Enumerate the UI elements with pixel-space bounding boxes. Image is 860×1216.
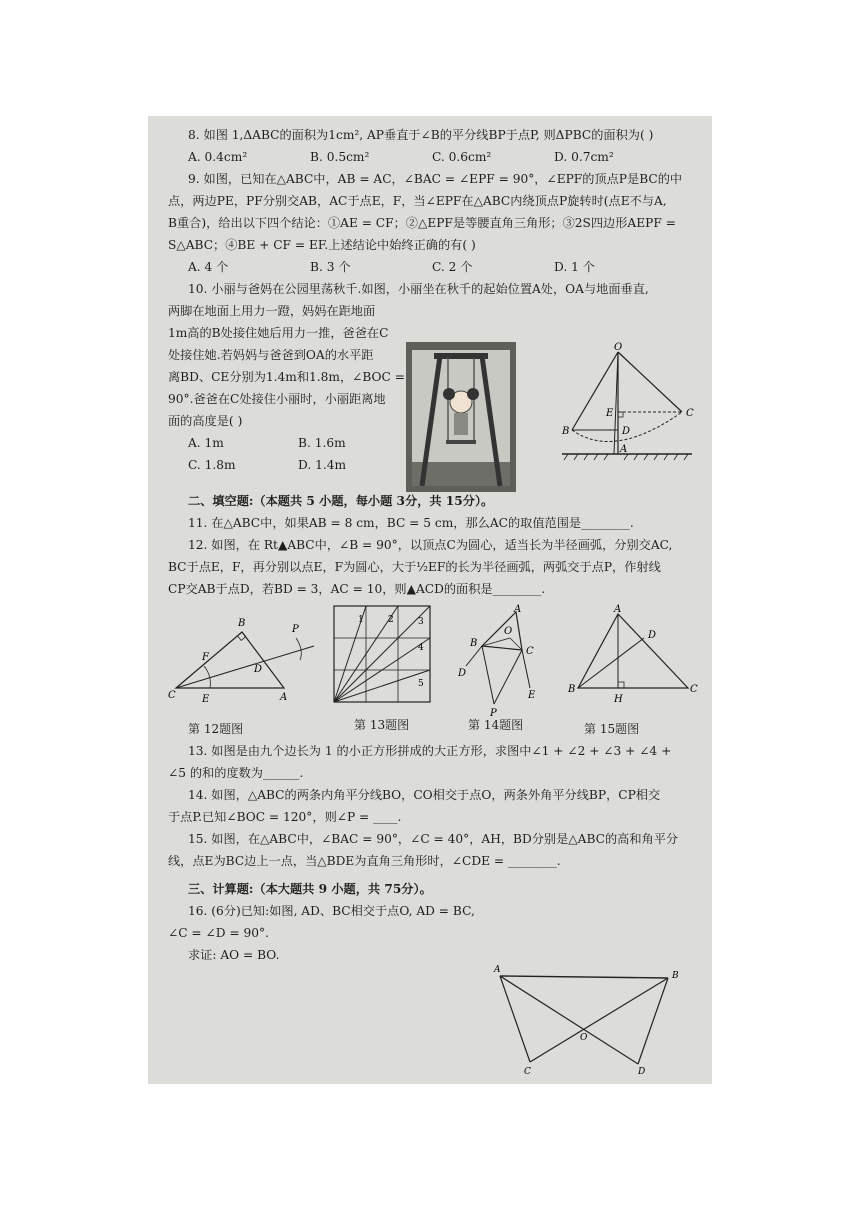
q10-line-3: 1m高的B处接住她后用力一推，爸爸在C: [168, 326, 389, 340]
q10-option-a: A. 1m: [188, 436, 224, 450]
f16-label-d: D: [638, 1067, 646, 1076]
f12-label-d: D: [254, 664, 263, 675]
q10-line-1: 10. 小丽与爸妈在公园里荡秋千.如图，小丽坐在秋千的起始位置A处，OA与地面垂直,: [188, 282, 649, 296]
q16-line-1: 16. (6分)已知:如图, AD、BC相交于点O, AD = BC,: [188, 904, 475, 918]
f12-label-p: P: [292, 624, 299, 635]
fig-12: [168, 610, 328, 710]
q13-line-2: ∠5 的和的度数为______.: [168, 766, 304, 780]
figures-row: [168, 600, 698, 740]
f15-label-b: B: [568, 684, 576, 695]
f14-label-p: P: [490, 708, 497, 718]
q10-option-c: C. 1.8m: [188, 458, 236, 472]
fig-13: [330, 602, 438, 712]
q14-line-2: 于点P.已知∠BOC = 120°，则∠P = ____.: [168, 810, 402, 824]
f14-label-b: B: [470, 638, 478, 649]
fig-15: [568, 604, 698, 704]
q12-line-3: CP交AB于点D，若BD = 3，AC = 10，则▲ACD的面积是________.: [168, 582, 546, 596]
q12-line-1: 12. 如图，在 Rt▲ABC中，∠B = 90°，以顶点C为圆心，适当长为半径画弧，分别交AC,: [188, 538, 673, 552]
q9-line-2: 点，两边PE，PF分别交AB，AC于点E，F，当∠EPF在△ABC内绕顶点P旋转时(点E不与A,: [168, 194, 667, 208]
q9-line-3: B重合)，给出以下四个结论：①AE = CF；②△EPF是等腰直角三角形；③2S四边形AEPF =: [168, 216, 676, 230]
q15-line-2: 线，点E为BC边上一点，当△BDE为直角三角形时，∠CDE = ________.: [168, 854, 561, 868]
swing-photo-scene: [412, 350, 510, 486]
fig-16: [486, 964, 686, 1076]
f14-label-a: A: [514, 604, 522, 615]
swing-photo: [406, 342, 516, 492]
f10-label-c: C: [686, 408, 694, 419]
f10-label-d: D: [622, 426, 631, 437]
fig-14: [458, 604, 558, 718]
f16-label-c: C: [524, 1067, 531, 1076]
q8-text: 8. 如图 1,ΔABC的面积为1cm², AP垂直于∠B的平分线BP于点P, 则ΔPBC的面积为( ): [188, 128, 654, 142]
q15-line-1: 15. 如图，在△ABC中，∠BAC = 90°，∠C = 40°，AH，BD分别是△ABC的高和角平分: [188, 832, 679, 846]
f16-label-o: O: [580, 1033, 588, 1043]
f14-label-o: O: [504, 626, 513, 637]
f12-label-a: A: [280, 692, 288, 703]
f12-label-f: F: [202, 652, 209, 663]
q8-option-b: B. 0.5cm²: [310, 150, 370, 164]
q8-option-d: D. 0.7cm²: [554, 150, 614, 164]
q16-line-3: 求证: AO = BO.: [188, 948, 280, 962]
f13-angle-4: 4: [418, 643, 424, 653]
q9-option-b: B. 3 个: [310, 260, 351, 274]
f15-label-d: D: [648, 630, 657, 641]
f14-label-d: D: [458, 668, 467, 679]
f14-label-e: E: [528, 690, 536, 701]
q8-option-a: A. 0.4cm²: [188, 150, 248, 164]
q9-line-1: 9. 如图，已知在△ABC中，AB = AC，∠BAC = ∠EPF = 90°，∠EPF的顶点P是BC的中: [188, 172, 683, 186]
q11-text: 11. 在△ABC中，如果AB = 8 cm，BC = 5 cm，那么AC的取值范围是________.: [188, 516, 634, 530]
caption-fig-13: 第 13题图: [354, 718, 410, 732]
caption-fig-14: 第 14题图: [468, 718, 524, 732]
f13-angle-5: 5: [418, 679, 424, 689]
f10-label-e: E: [606, 408, 614, 419]
q10-line-6: 90°.爸爸在C处接住小丽时，小丽距离地: [168, 392, 386, 406]
q10-line-2: 两脚在地面上用力一蹬，妈妈在距地面: [168, 304, 376, 318]
q10-option-b: B. 1.6m: [298, 436, 346, 450]
q9-options: [168, 256, 698, 278]
q16-line-2: ∠C = ∠D = 90°.: [168, 926, 269, 940]
q8-option-c: C. 0.6cm²: [432, 150, 492, 164]
q13-line-1: 13. 如图是由九个边长为 1 的小正方形拼成的大正方形，求图中∠1 + ∠2 + ∠3 + ∠4 +: [188, 744, 672, 758]
f12-label-c: C: [168, 690, 176, 701]
q8-options: [168, 146, 698, 168]
f12-label-b: B: [238, 618, 246, 629]
q10-option-d: D. 1.4m: [298, 458, 347, 472]
q12-line-2: BC于点E，F，再分别以点E，F为圆心，大于½EF的长为半径画弧，两弧交于点P，作射线: [168, 560, 661, 574]
f15-label-h: H: [614, 694, 623, 704]
f13-angle-1: 1: [358, 615, 364, 625]
q14-line-1: 14. 如图，△ABC的两条内角平分线BO，CO相交于点O，两条外角平分线BP，CP相交: [188, 788, 661, 802]
q10-options-row2: [168, 454, 408, 476]
q9-option-d: D. 1 个: [554, 260, 595, 274]
exam-paper: [148, 116, 712, 1084]
caption-fig-12: 第 12题图: [188, 722, 244, 736]
f10-label-b: B: [562, 426, 570, 437]
f13-angle-2: 2: [388, 615, 394, 625]
f10-label-o: O: [614, 342, 623, 353]
f14-label-c: C: [526, 646, 534, 657]
q9-option-a: A. 4 个: [188, 260, 229, 274]
q9-option-c: C. 2 个: [432, 260, 473, 274]
swing-illustration: [412, 350, 510, 486]
f10-label-a: A: [620, 444, 628, 455]
q10-line-7: 面的高度是( ): [168, 414, 243, 428]
section-3-title: 三、计算题:（本大题共 9 小题，共 75分）。: [188, 882, 432, 896]
q10-options-row1: [168, 432, 408, 454]
f13-angle-3: 3: [418, 617, 424, 627]
q9-line-4: S△ABC；④BE + CF = EF.上述结论中始终正确的有( ): [168, 238, 476, 252]
f15-label-a: A: [614, 604, 622, 615]
q10-figure: [558, 342, 698, 472]
f16-label-a: A: [494, 965, 501, 975]
q10-body: [168, 300, 408, 476]
section-2-title: 二、填空题:（本题共 5 小题，每小题 3分，共 15分）。: [188, 494, 494, 508]
caption-fig-15: 第 15题图: [584, 722, 640, 736]
f12-label-e: E: [202, 694, 210, 705]
q10-line-5: 离BD、CE分别为1.4m和1.8m，∠BOC =: [168, 370, 405, 384]
q10-line-4: 处接住她.若妈妈与爸爸到OA的水平距: [168, 348, 374, 362]
f15-label-c: C: [690, 684, 698, 695]
f16-label-b: B: [672, 971, 679, 981]
